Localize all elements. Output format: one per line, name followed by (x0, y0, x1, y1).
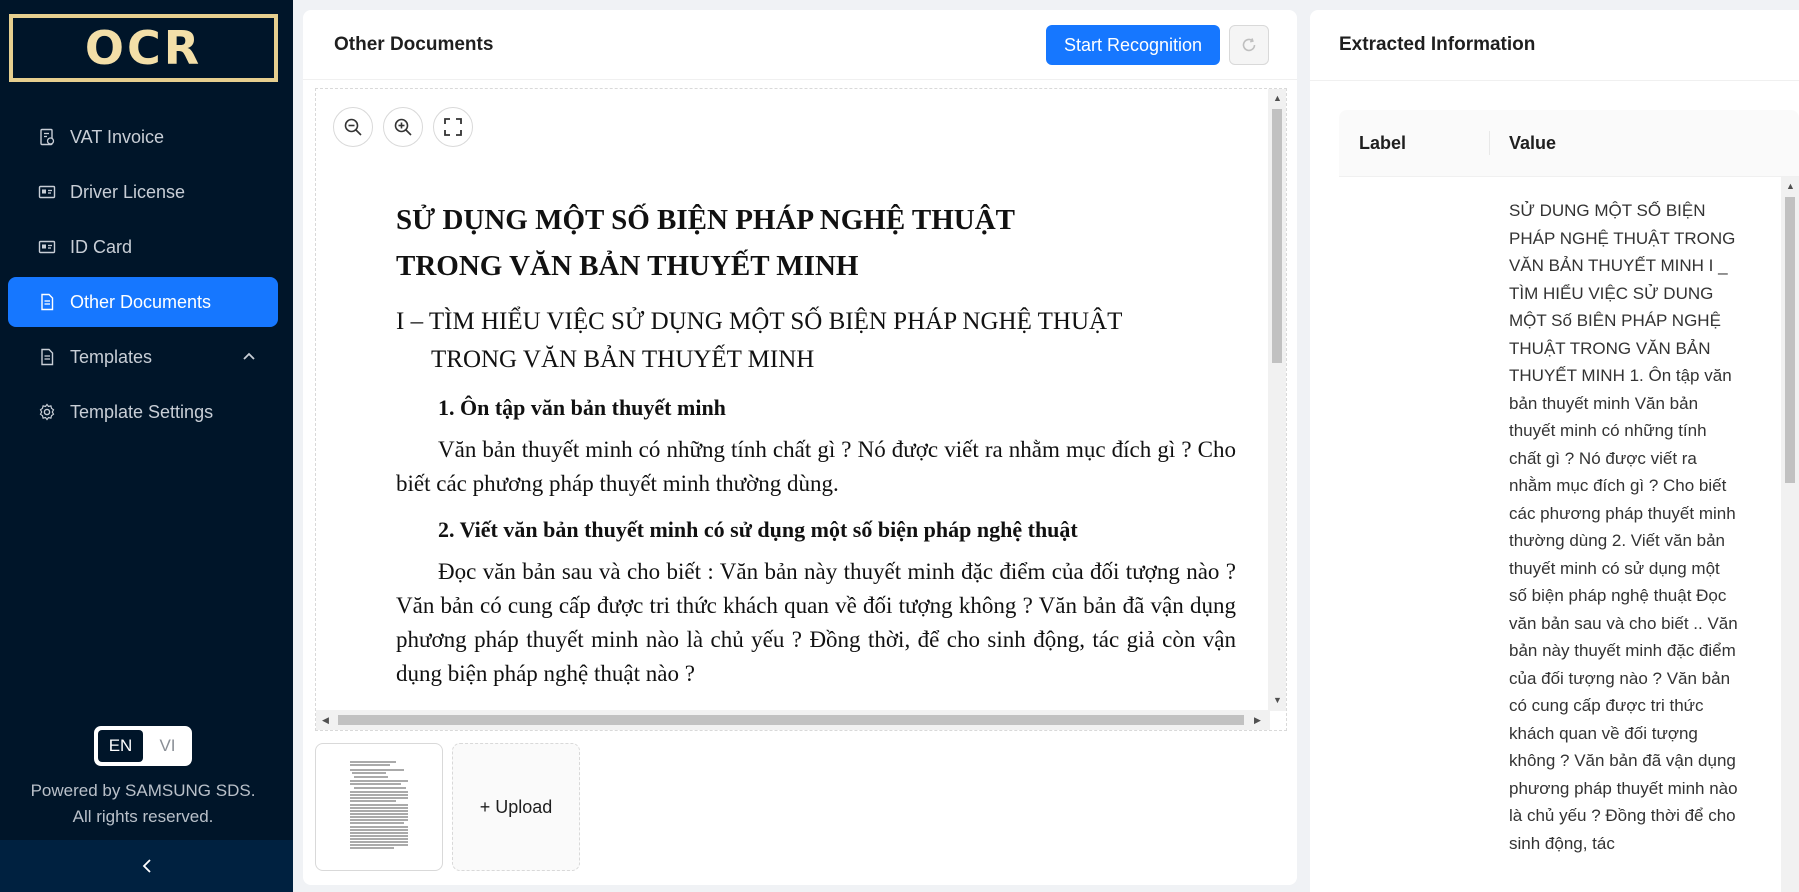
sidebar-item-other-documents[interactable] (8, 277, 278, 327)
sidebar-item-label: Templates (70, 346, 153, 367)
extracted-divider (1310, 80, 1799, 81)
extracted-value-text: SỬ DUNG MỘT SỐ BIỆN PHÁP NGHỆ THUẬT TRONG VĂN BẢN THUYẾT MINH I _ TÌM HIỂU VIỆC SỬ DUNG MỘT Số BIÊN PHÁP NGHỆ THUẬT TRONG VĂN BẢN THUYẾT MINH 1. Ôn tập văn bản thuyết minh Văn bản thuyết minh có những tính chất gì ? Nó được viết ra nhằm mục đích gì ? Cho biết các phương pháp thuyết minh thường dùng 2. Viết văn bản thuyết minh có sử dụng một số biện pháp nghệ thuật Đọc văn bản sau và cho biết .. Văn bản này thuyết minh đặc điểm của đối tượng nào ? Văn bản có cung cấp được tri thức khách quan về đối tượng không ? Văn bản đã vận dụng phương pháp thuyết minh nào là chủ yếu ? Đồng thời để cho sinh động, tác (1509, 201, 1738, 853)
invoice-icon (38, 128, 56, 146)
scrollbar-thumb[interactable] (1272, 109, 1282, 363)
gear-icon (38, 403, 56, 421)
table-body[interactable] (1339, 177, 1799, 892)
reload-icon (1239, 35, 1259, 55)
scroll-right-arrow-icon[interactable]: ▶ (1254, 715, 1261, 725)
sidebar-menu (8, 112, 278, 442)
sidebar-item-templates[interactable] (8, 332, 278, 382)
reset-button[interactable] (1229, 25, 1269, 65)
scrollbar-thumb[interactable] (338, 715, 1244, 725)
powered-line-2: All rights reserved. (72, 807, 214, 826)
extracted-panel (1310, 10, 1799, 892)
document-icon (38, 348, 56, 366)
lang-vi-option[interactable]: VI (159, 736, 176, 755)
sidebar-item-label: Driver License (70, 181, 186, 202)
scroll-up-arrow-icon[interactable]: ▲ (1273, 93, 1282, 103)
column-separator (1489, 131, 1490, 155)
zoom-in-button[interactable] (383, 107, 423, 147)
document-viewer[interactable] (315, 88, 1287, 731)
document-panel-header (303, 10, 1297, 80)
start-recognition-button[interactable]: Start Recognition (1046, 25, 1220, 65)
extracted-table (1339, 110, 1799, 892)
viewer-toolbar (333, 107, 473, 147)
logo (9, 14, 278, 82)
id-card-icon (38, 238, 56, 256)
viewer-vertical-scrollbar[interactable] (1268, 89, 1286, 711)
language-switch (94, 726, 192, 766)
doc-paragraph-2: Đọc văn bản sau và cho biết : Văn bản này thuyết minh đặc điểm của đối tượng nào ? Văn bản có cung cấp được tri thức khách quan về đối tượng không ? Văn bản đã vận dụng phương pháp thuyết minh nào là chủ yếu ? Đồng thời, để cho sinh động, tác giả còn vận dụng biện pháp nghệ thuật nào ? (396, 559, 1236, 686)
document-image (396, 197, 1236, 691)
sidebar-item-label: Other Documents (70, 291, 212, 312)
document-thumbnail[interactable] (315, 743, 443, 871)
sidebar-item-template-settings[interactable] (8, 387, 278, 437)
page-title: Other Documents (334, 34, 494, 55)
fullscreen-icon (443, 117, 463, 137)
fullscreen-button[interactable] (433, 107, 473, 147)
chevron-left-icon (140, 858, 154, 874)
thumbnail-preview (316, 744, 442, 870)
viewer-horizontal-scrollbar[interactable] (316, 710, 1270, 730)
sidebar (0, 0, 293, 892)
zoom-in-icon (393, 117, 413, 137)
sidebar-collapse-button[interactable] (0, 840, 293, 892)
doc-title-line-2: TRONG VĂN BẢN THUYẾT MINH (396, 250, 859, 282)
document-panel (303, 10, 1297, 885)
doc-section-line-2: TRONG VĂN BẢN THUYẾT MINH (431, 346, 815, 373)
sidebar-item-driver-license[interactable] (8, 167, 278, 217)
sidebar-item-id-card[interactable] (8, 222, 278, 272)
zoom-out-icon (343, 117, 363, 137)
sidebar-item-label: ID Card (70, 236, 133, 257)
sidebar-item-vat-invoice[interactable] (8, 112, 278, 162)
powered-by (0, 778, 286, 830)
powered-line-1: Powered by SAMSUNG SDS. (30, 781, 256, 800)
column-header-value: Value (1509, 132, 1557, 153)
sidebar-item-label: Template Settings (70, 401, 214, 422)
scrollbar-thumb[interactable] (1785, 197, 1795, 483)
upload-button[interactable]: + Upload (452, 743, 580, 871)
doc-heading-1: 1. Ôn tập văn bản thuyết minh (438, 395, 726, 420)
doc-paragraph-1: Văn bản thuyết minh có những tính chất gì ? Nó được viết ra nhằm mục đích gì ? Cho biết các phương pháp thuyết minh thường dùng. (396, 437, 1236, 496)
doc-title-line-1: SỬ DỤNG MỘT SỐ BIỆN PHÁP NGHỆ THUẬT (396, 204, 1016, 236)
logo-text: OCR (84, 21, 203, 75)
doc-section-line-1: I – TÌM HIỂU VIỆC SỬ DỤNG MỘT SỐ BIỆN PHÁP NGHỆ THUẬT (396, 308, 1123, 335)
scroll-left-arrow-icon[interactable]: ◀ (322, 715, 329, 725)
table-header (1339, 110, 1799, 177)
table-vertical-scrollbar[interactable] (1781, 177, 1799, 892)
scroll-up-arrow-icon[interactable]: ▲ (1786, 181, 1795, 191)
sidebar-item-label: VAT Invoice (70, 126, 165, 147)
column-header-label: Label (1359, 132, 1407, 153)
doc-heading-2: 2. Viết văn bản thuyết minh có sử dụng một số biện pháp nghệ thuật (438, 517, 1078, 542)
scroll-down-arrow-icon[interactable]: ▼ (1273, 695, 1282, 705)
lang-en-option[interactable]: EN (98, 730, 143, 762)
zoom-out-button[interactable] (333, 107, 373, 147)
document-icon (38, 293, 56, 311)
id-card-icon (38, 183, 56, 201)
chevron-up-icon[interactable] (242, 349, 256, 363)
extracted-title: Extracted Information (1339, 34, 1536, 55)
